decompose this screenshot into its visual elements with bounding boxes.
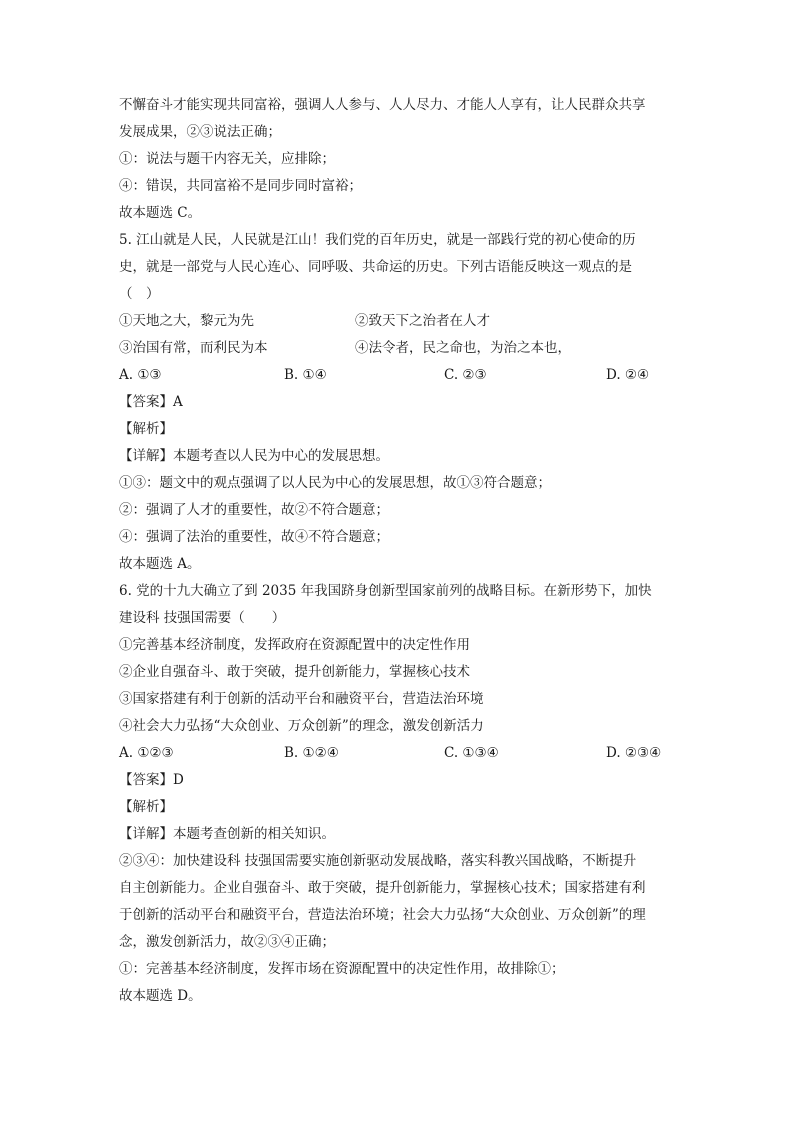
q6-option-a: A. ①②③: [119, 745, 174, 761]
prev-explanation-line: 发展成果，②③说法正确；: [119, 124, 281, 140]
q5-detail-heading: 【详解】本题考查以人民为中心的发展思想。: [119, 448, 389, 464]
q6-options: [119, 740, 679, 767]
document-body: [119, 92, 679, 1010]
q5-option-c: C. ②③: [444, 367, 487, 383]
q6-explanation-line: 于创新的活动平台和融资平台，营造法治环境；社会大力弘扬“大众创业、万众创新”的理: [119, 907, 646, 923]
q5-item-4: ④法令者，民之命也，为治之本也，: [355, 340, 571, 356]
q6-detail-heading: 【详解】本题考查创新的相关知识。: [119, 826, 335, 842]
q6-explanation-line: ②③④：加快建设科 技强国需要实施创新驱动发展战略，落实科教兴国战略，不断提升: [119, 853, 637, 869]
q5-items-row: [119, 335, 679, 362]
q5-explanation-line: ④：强调了法治的重要性，故④不符合题意；: [119, 529, 389, 545]
q6-option-b: B. ①②④: [284, 745, 339, 761]
prev-explanation-line: ①：说法与题干内容无关，应排除；: [119, 151, 335, 167]
q5-item-3: ③治国有常，而利民为本: [119, 340, 268, 356]
q6-explanation-line: ①：完善基本经济制度，发挥市场在资源配置中的决定性作用，故排除①；: [119, 961, 565, 977]
q6-item-4: ④社会大力弘扬“大众创业、万众创新”的理念，激发创新活力: [119, 718, 484, 734]
q6-item-2: ②企业自强奋斗、敢于突破，提升创新能力，掌握核心技术: [119, 664, 470, 680]
q5-stem: （ ）: [119, 286, 160, 302]
q5-answer: 【答案】A: [119, 394, 183, 410]
q6-explanation-line: 念，激发创新活力，故②③④正确；: [119, 934, 335, 950]
q5-item-1: ①天地之大，黎元为先: [119, 313, 254, 329]
prev-conclusion: 故本题选 C。: [119, 205, 202, 221]
q5-conclusion: 故本题选 A。: [119, 556, 201, 572]
q5-option-d: D. ②④: [606, 367, 650, 383]
q6-item-3: ③国家搭建有利于创新的活动平台和融资平台，营造法治环境: [119, 691, 484, 707]
q6-answer: 【答案】D: [119, 772, 184, 788]
prev-explanation-line: ④：错误，共同富裕不是同步同时富裕；: [119, 178, 362, 194]
q6-conclusion: 故本题选 D。: [119, 988, 202, 1004]
q5-stem: 史，就是一部党与人民心连心、同呼吸、共命运的历史。下列古语能反映这一观点的是: [119, 259, 632, 275]
q5-option-b: B. ①④: [284, 367, 327, 383]
q6-analysis-heading: 【解析】: [119, 799, 173, 815]
q6-item-1: ①完善基本经济制度，发挥政府在资源配置中的决定性作用: [119, 637, 470, 653]
prev-explanation-line: 不懈奋斗才能实现共同富裕，强调人人参与、人人尽力、才能人人享有，让人民群众共享: [119, 97, 646, 113]
q5-options: [119, 362, 679, 389]
q5-item-2: ②致天下之治者在人才: [355, 313, 490, 329]
q6-stem: 6. 党的十九大确立了到 2035 年我国跻身创新型国家前列的战略目标。在新形势下，加快: [119, 583, 652, 599]
q5-option-a: A. ①③: [119, 367, 162, 383]
q5-explanation-line: ②：强调了人才的重要性，故②不符合题意；: [119, 502, 389, 518]
q5-items-row: [119, 308, 679, 335]
q5-explanation-line: ①③：题文中的观点强调了以人民为中心的发展思想，故①③符合题意；: [119, 475, 551, 491]
q6-option-d: D. ②③④: [606, 745, 662, 761]
q5-analysis-heading: 【解析】: [119, 421, 173, 437]
q6-explanation-line: 自主创新能力。企业自强奋斗、敢于突破，提升创新能力，掌握核心技术；国家搭建有利: [119, 880, 646, 896]
q5-stem: 5. 江山就是人民，人民就是江山！我们党的百年历史，就是一部践行党的初心使命的历: [119, 232, 636, 248]
q6-option-c: C. ①③④: [444, 745, 499, 761]
q6-stem: 建设科 技强国需要（ ）: [119, 610, 286, 626]
